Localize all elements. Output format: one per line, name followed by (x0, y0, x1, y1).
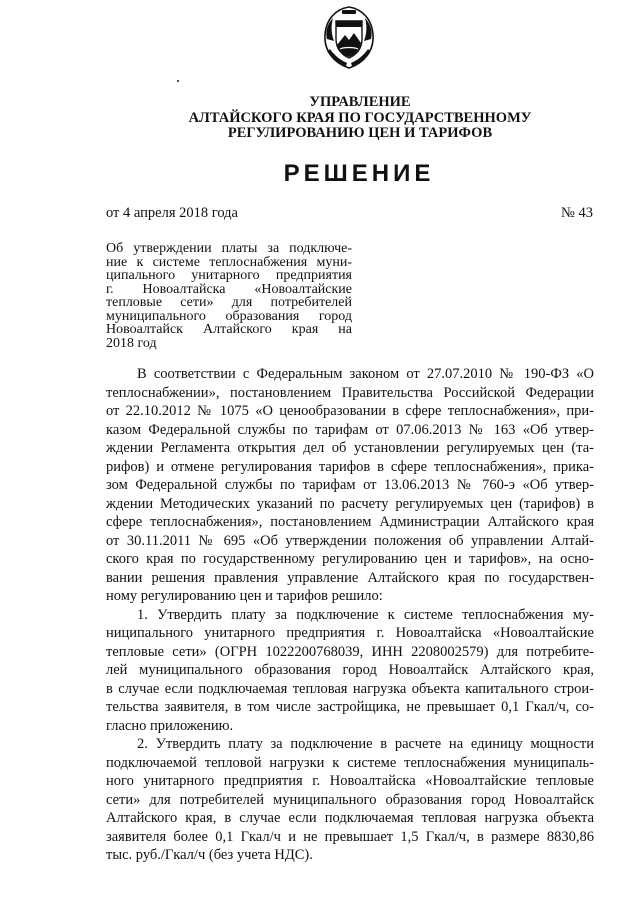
subject-line: муниципального образования город (106, 308, 352, 324)
body-line: ниципального унитарного предприятия г. Новоалтайска «Новоалтайские (106, 625, 594, 641)
body-line: от 22.10.2012 № 1075 «О ценообразовании в сфере теплоснабжения», при- (106, 403, 594, 419)
document-body (106, 365, 594, 865)
body-line: подключаемой тепловой нагрузки к системе теплоснабжения муниципаль- (106, 754, 594, 771)
subject-line: 2018 год (106, 335, 157, 351)
body-line: сфере теплоснабжения», постановлением Администрации Алтайского края (106, 514, 594, 530)
document-type-title: РЕШЕНИЕ (283, 160, 435, 187)
body-line: сети» для потребителей муниципального образования город Новоалтайск (106, 791, 594, 808)
subject-line: Новоалтайск Алтайского края на (106, 322, 352, 337)
body-line: заявителя более 0,1 Гкал/ч и не превышает 1,5 Гкал/ч, в размере 8830,86 (106, 828, 594, 845)
body-line: вании решения правления управление Алтайского края по государствен- (106, 569, 594, 586)
body-line: 1. Утвердить плату за подключение к системе теплоснабжения му- (137, 606, 594, 623)
body-line: 2. Утвердить плату за подключение в расчете на единицу мощности (137, 736, 594, 752)
subject-line: тепловые сети» для потребителей (106, 295, 352, 310)
body-line: зом Федеральной службы по тарифам от 13.06.2013 № 760-э «Об утвер- (106, 477, 594, 493)
body-line: ского края по государственному регулированию цен и тарифов», на осно- (106, 551, 594, 567)
body-line: В соответствии с Федеральным законом от 27.07.2010 № 190-ФЗ «О (137, 366, 594, 382)
body-line: рифов) и отмене регулирования тарифов в сфере теплоснабжения», прика- (106, 458, 594, 475)
document-date: от 4 апреля 2018 года (106, 205, 238, 221)
body-line: ждении Регламента открытия дел об установлении регулируемых цен (та- (106, 440, 594, 456)
org-line: АЛТАЙСКОГО КРАЯ ПО ГОСУДАРСТВЕННОМУ (188, 109, 532, 126)
document-number: № 43 (561, 205, 593, 221)
body-line: ному регулированию цен и тарифов решило: (106, 588, 383, 604)
document-subject (106, 242, 352, 350)
subject-line: ципального унитарного предприятия (106, 268, 352, 283)
body-line: от 30.11.2011 № 695 «Об утверждении положения об управлении Алтай- (106, 532, 594, 549)
body-line: гласно приложению. (106, 717, 234, 734)
organization-name (160, 95, 560, 142)
org-line: УПРАВЛЕНИЕ (309, 94, 411, 110)
subject-line: г. Новоалтайска «Новоалтайские (106, 281, 352, 297)
body-line: тельства заявителя, в том числе застройщика, не превышает 0,1 Гкал/ч, со- (106, 699, 594, 715)
coat-of-arms-emblem (318, 5, 380, 71)
body-line: в случае если подключаемая тепловая нагрузка объекта капитального строи- (106, 680, 594, 697)
body-line: ждении Методических указаний по расчету регулируемых цен (тарифов) в (106, 495, 594, 512)
body-line: тыс. руб./Гкал/ч (без учета НДС). (106, 847, 313, 863)
subject-line: Об утверждении платы за подключе- (106, 241, 352, 256)
body-line: ного унитарного предприятия г. Новоалтайска «Новоалтайские тепловые (106, 773, 594, 789)
org-line: РЕГУЛИРОВАНИЮ ЦЕН И ТАРИФОВ (227, 125, 493, 141)
scan-speck (177, 80, 179, 82)
subject-line: ние к системе теплоснабжения муни- (106, 254, 352, 270)
body-line: казом Федеральной службы по тарифам от 07.06.2013 № 163 «Об утвер- (106, 421, 594, 438)
body-line: лей муниципального образования город Новоалтайск Алтайского края, (106, 662, 594, 678)
body-line: теплоснабжении», постановлением Правительства Российской Федерации (106, 384, 594, 401)
body-line: тепловые сети» (ОГРН 1022200768039, ИНН 2208002579) для потребите- (106, 643, 594, 660)
body-line: Алтайского края, в случае если подключаемая тепловая нагрузка объекта (106, 810, 594, 826)
